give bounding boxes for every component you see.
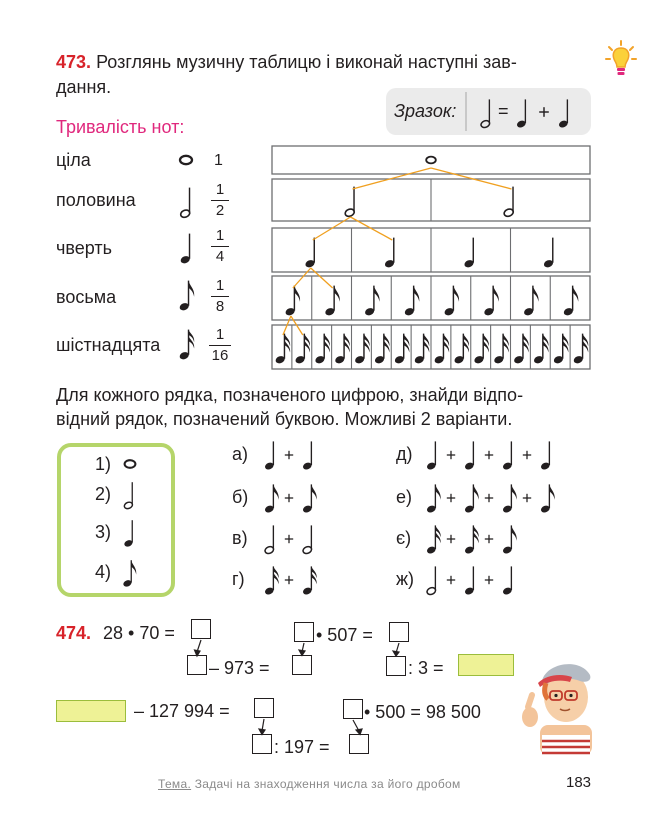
option-a-label: а): [232, 444, 249, 464]
option-zh-label: ж): [396, 569, 415, 589]
task-473-line2: дання.: [56, 77, 112, 97]
expr-3: • 507 =: [316, 625, 373, 645]
fraction-denominator: 2: [215, 202, 225, 219]
task-473-number: 473.: [56, 52, 92, 72]
footer-topic-label: Тема.: [158, 777, 192, 791]
task-473-text: Розглянь музичну таблицю і виконай наступні зав-: [96, 52, 517, 72]
fraction-numerator: 1: [215, 277, 225, 294]
option-e-label: е): [396, 487, 413, 507]
task-474-number: 474.: [56, 623, 92, 643]
fraction-denominator: 4: [215, 248, 225, 265]
equals-sign: =: [498, 101, 509, 121]
question-line2: відний рядок, позначений буквою. Можливі 2 варіанти.: [56, 409, 513, 429]
item-4-label: 4): [95, 562, 112, 582]
fraction-denominator: 8: [215, 298, 225, 315]
row-label-eighth: восьма: [56, 287, 117, 307]
fraction-numerator: 1: [215, 181, 225, 198]
option-d-label: д): [396, 444, 413, 464]
item-2-label: 2): [95, 484, 112, 504]
expr-5: – 127 994 =: [134, 701, 230, 721]
durations-title: Тривалість нот:: [56, 117, 185, 137]
option-b-label: б): [232, 487, 249, 507]
option-g-label: г): [232, 569, 245, 589]
expr-2: – 973 =: [209, 658, 270, 678]
page-number: 183: [566, 774, 592, 791]
footer-topic-text: Задачі на знаходження числа за його дробом: [194, 777, 461, 791]
row-label-sixteenth: шістнадцята: [56, 335, 161, 355]
expr-7: : 197 =: [274, 737, 330, 757]
item-3-label: 3): [95, 522, 112, 542]
expr-6: • 500 = 98 500: [364, 702, 481, 722]
fraction-denominator: 16: [211, 347, 229, 364]
footer-topic: [158, 777, 461, 791]
fraction-numerator: 1: [215, 326, 225, 343]
option-ye-label: є): [396, 528, 412, 548]
question-line1: Для кожного рядка, позначеного цифрою, знайди відпо-: [56, 385, 524, 405]
expr-1: 28 • 70 =: [103, 623, 175, 643]
expr-4: : 3 =: [408, 658, 444, 678]
boy-illustration: [520, 655, 602, 755]
option-v-label: в): [232, 528, 248, 548]
row-label-whole: ціла: [56, 150, 91, 170]
fraction-numerator: 1: [215, 227, 225, 244]
row-label-half: половина: [56, 190, 136, 210]
whole-value: 1: [214, 152, 223, 169]
item-1-label: 1): [95, 454, 112, 474]
sample-label: Зразок:: [394, 101, 457, 121]
row-label-quarter: чверть: [56, 238, 112, 258]
